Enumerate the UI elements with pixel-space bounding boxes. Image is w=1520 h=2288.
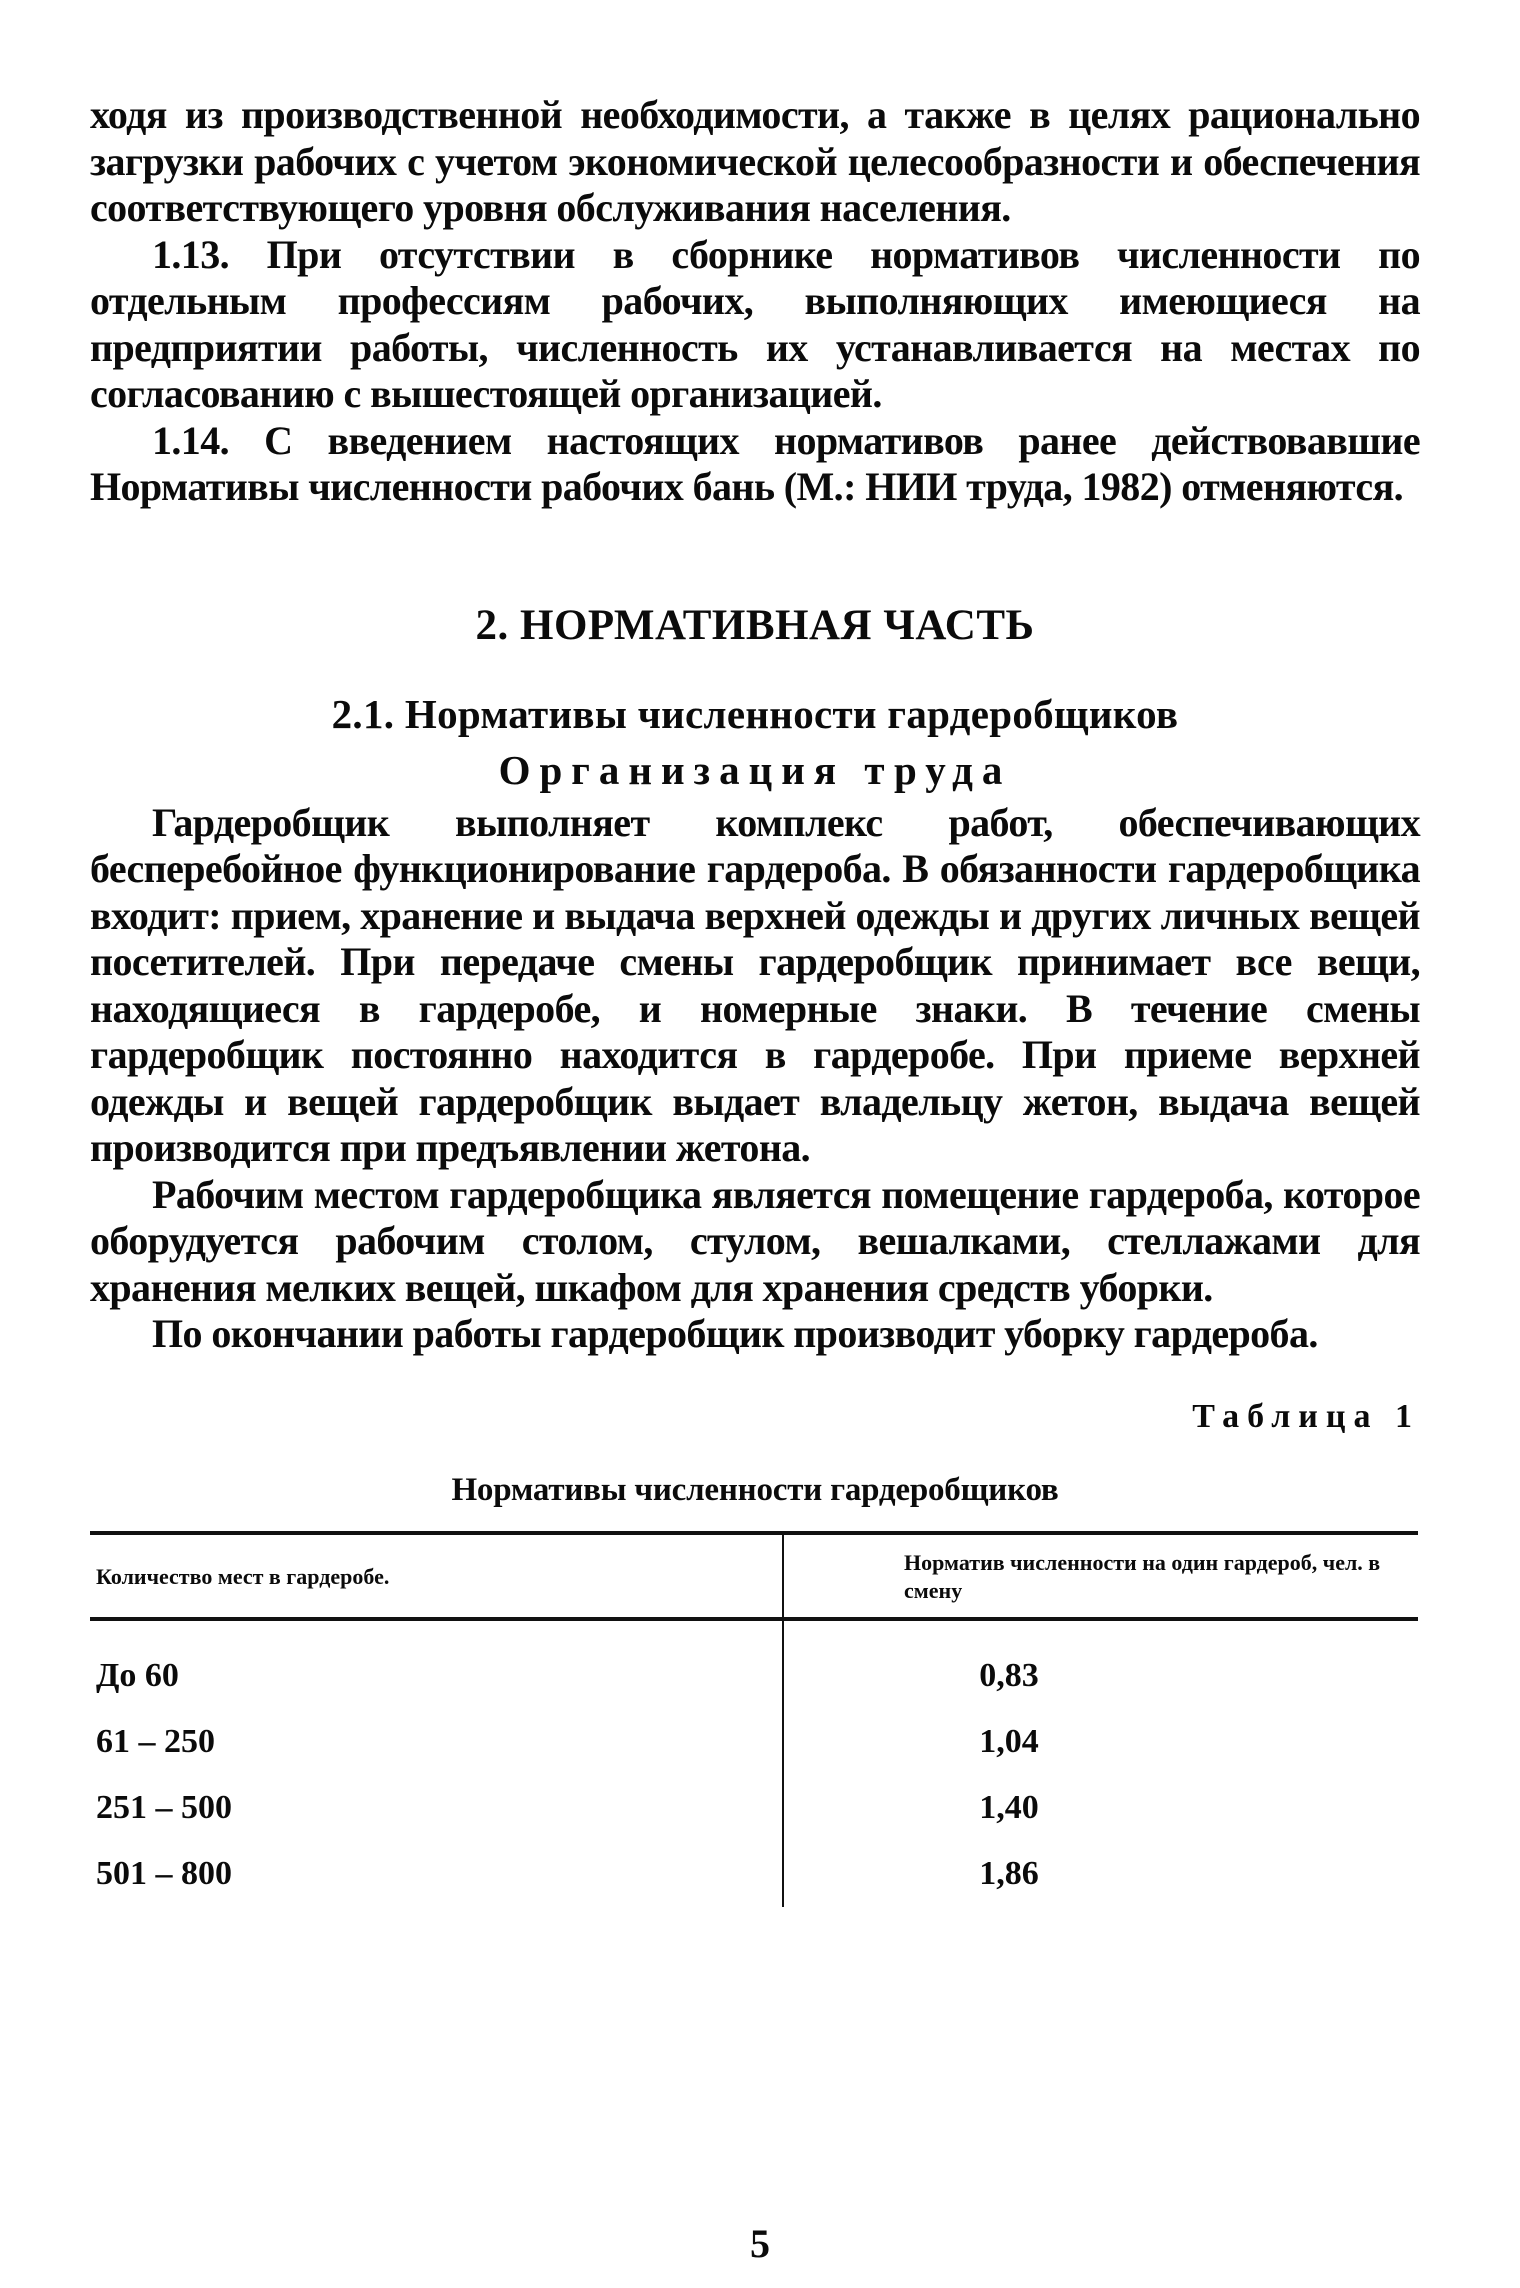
table-row bbox=[90, 1709, 1418, 1775]
table-cell-range: До 60 bbox=[90, 1619, 783, 1709]
table-header-norm: Норматив численности на один гардероб, чел. в смену bbox=[783, 1533, 1418, 1619]
table-cell-value: 1,86 bbox=[979, 1854, 1039, 1892]
norms-table bbox=[90, 1531, 1418, 1907]
table-header-places: Количество мест в гардеробе. bbox=[90, 1533, 783, 1619]
org-paragraph: Рабочим местом гардеробщика является помещение гардероба, которое оборудуется рабочим столом, стулом, вешалками, стеллажами для хранения мелких вещей, шкафом для хранения средств уборки. bbox=[90, 1171, 1420, 1310]
table-cell-value: 1,04 bbox=[979, 1722, 1039, 1760]
section-title: 2. НОРМАТИВНАЯ ЧАСТЬ bbox=[475, 601, 1035, 649]
table-cell-value: 0,83 bbox=[979, 1656, 1039, 1694]
table-cell-value: 1,40 bbox=[979, 1788, 1039, 1826]
table-row bbox=[90, 1619, 1418, 1709]
organization-title: Организация труда bbox=[498, 746, 1012, 793]
table-cell-range: 251 – 500 bbox=[90, 1775, 783, 1841]
page-number: 5 bbox=[750, 2221, 770, 2266]
table-caption: Нормативы численности гардеробщиков bbox=[451, 1471, 1059, 1508]
table-row bbox=[90, 1775, 1418, 1841]
table-header-row bbox=[90, 1533, 1418, 1619]
subsection-title: 2.1. Нормативы численности гардеробщиков bbox=[331, 690, 1179, 737]
intro-continuation-paragraph: ходя из производственной необходимости, а также в целях рационально загрузки рабочих с учетом экономической целесообразности и обеспечения соответствующего уровня обслуживания населения. bbox=[90, 92, 1420, 230]
table-cell-range: 501 – 800 bbox=[90, 1841, 783, 1907]
table-row bbox=[90, 1841, 1418, 1907]
document-page bbox=[90, 92, 1420, 1907]
org-paragraph: Гардеробщик выполняет комплекс работ, обеспечивающих бесперебойное функционирование гардероба. В обязанности гардеробщика входит: прием, хранение и выдача верхней одежды и других личных вещей посетителей. При передаче смены гардеробщик принимает все вещи, находящиеся в гардеробе, и номерные знаки. В течение смены гардеробщик постоянно находится в гардеробе. При приеме верхней одежды и вещей гардеробщик выдает владельцу жетон, выдача вещей производится при предъявлении жетона. bbox=[90, 799, 1420, 1170]
paragraph-1-13: 1.13. При отсутствии в сборнике нормативов численности по отдельным профессиям рабочих, выполняющих имеющиеся на предприятии работы, численность их устанавливается на местах по согласованию с вышестоящей организацией. bbox=[90, 231, 1420, 416]
table-label: Таблица 1 bbox=[1192, 1397, 1420, 1435]
paragraph-1-14: 1.14. С введением настоящих нормативов ранее действовавшие Нормативы численности рабочих бань (М.: НИИ труда, 1982) отменяются. bbox=[90, 417, 1420, 509]
org-paragraph: По окончании работы гардеробщик производит уборку гардероба. bbox=[152, 1311, 1318, 1356]
table-cell-range: 61 – 250 bbox=[90, 1709, 783, 1775]
